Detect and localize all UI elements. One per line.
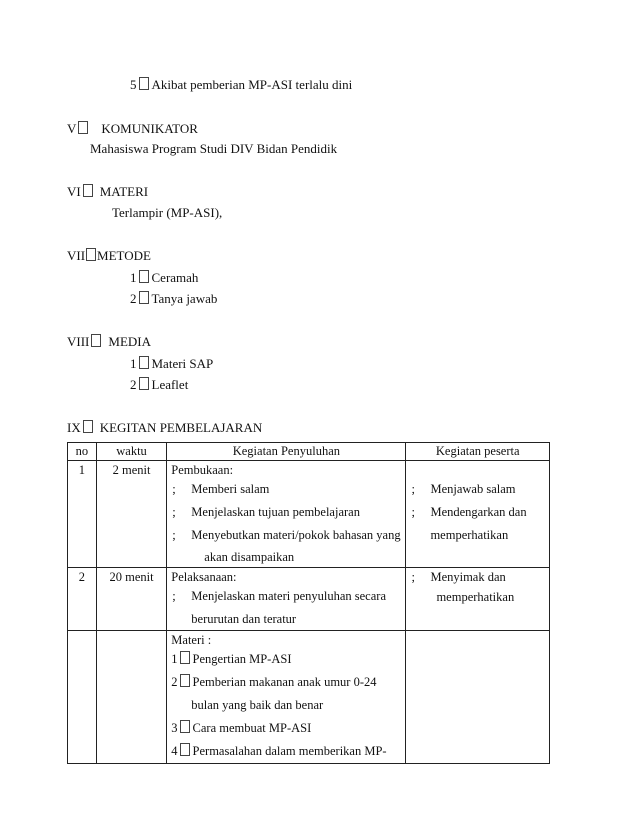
list-item — [167, 585, 405, 608]
column-header-waktu: waktu — [96, 443, 166, 461]
missing-glyph-icon — [180, 720, 190, 733]
section-title: METODE — [97, 248, 151, 263]
phase-title: Materi : — [171, 633, 212, 647]
item-text: Materi SAP — [151, 356, 214, 371]
table-row — [68, 631, 550, 764]
section-number: VI — [67, 184, 81, 199]
bullet-mark: ; — [172, 505, 176, 519]
item-text: Pengertian MP-ASI — [192, 652, 292, 666]
item-number: 2 — [171, 675, 178, 689]
cell-no — [68, 631, 97, 764]
item-number: 1 — [171, 652, 178, 666]
list-item — [167, 501, 405, 524]
table-header-row — [68, 443, 550, 461]
list-item — [130, 77, 352, 93]
item-number: 4 — [171, 744, 178, 758]
missing-glyph-icon — [83, 184, 93, 197]
cell-kegiatan-peserta — [406, 631, 550, 764]
cell-kegiatan-peserta — [406, 568, 550, 631]
section-heading — [67, 121, 198, 137]
missing-glyph-icon — [91, 334, 101, 347]
section-heading — [67, 248, 151, 264]
missing-glyph-icon — [139, 77, 149, 90]
section-title: MATERI — [99, 184, 149, 199]
phase-title: Pembukaan: — [171, 463, 234, 477]
missing-glyph-icon — [139, 356, 149, 369]
cell-waktu — [96, 631, 166, 764]
list-item — [167, 717, 405, 740]
item-text: Menyebutkan materi/pokok bahasan yang — [191, 528, 401, 542]
list-item — [406, 568, 549, 586]
section-title: MEDIA — [108, 334, 151, 349]
missing-glyph-icon — [83, 420, 93, 433]
list-item — [167, 648, 405, 671]
section-heading — [67, 184, 148, 200]
section-number: VII — [67, 248, 86, 263]
item-text: Tanya jawab — [151, 291, 218, 306]
item-continuation: memperhatikan — [430, 528, 509, 542]
section-number: V — [67, 121, 77, 136]
list-item — [406, 478, 549, 501]
missing-glyph-icon — [78, 121, 88, 134]
column-header-kegiatan-penyuluhan: Kegiatan Penyuluhan — [167, 443, 406, 461]
missing-glyph-icon — [180, 651, 190, 664]
missing-glyph-icon — [139, 291, 149, 304]
bullet-mark: ; — [411, 570, 415, 584]
cell-waktu: 20 menit — [96, 568, 166, 631]
phase-title: Pelaksanaan: — [171, 570, 237, 584]
cell-kegiatan-penyuluhan — [167, 568, 406, 631]
item-continuation: memperhatikan — [436, 590, 515, 604]
section-number: VIII — [67, 334, 90, 349]
list-item — [130, 377, 188, 393]
bullet-mark: ; — [411, 505, 415, 519]
section-body: Mahasiswa Program Studi DIV Bidan Pendidik — [90, 141, 338, 156]
list-item — [167, 740, 405, 763]
cell-kegiatan-penyuluhan — [167, 631, 406, 764]
item-number: 3 — [171, 721, 178, 735]
section-heading — [67, 420, 262, 436]
item-text: Leaflet — [151, 377, 189, 392]
item-text: Menjelaskan tujuan pembelajaran — [191, 505, 360, 519]
activity-table — [67, 442, 550, 764]
section-body: Terlampir (MP-ASI), — [112, 205, 223, 220]
table-row — [68, 461, 550, 568]
spacer — [406, 461, 549, 478]
item-number: 2 — [130, 291, 137, 306]
item-number: 1 — [130, 270, 137, 285]
column-header-kegiatan-peserta: Kegiatan peserta — [406, 443, 550, 461]
column-header-no: no — [68, 443, 97, 461]
list-item — [130, 270, 198, 286]
list-item — [167, 524, 405, 547]
item-text: Ceramah — [151, 270, 199, 285]
missing-glyph-icon — [86, 248, 96, 261]
cell-kegiatan-penyuluhan — [167, 461, 406, 568]
bullet-mark: ; — [172, 528, 176, 542]
item-text: Permasalahan dalam memberikan MP- — [192, 744, 387, 758]
missing-glyph-icon — [180, 674, 190, 687]
bullet-mark: ; — [172, 589, 176, 603]
missing-glyph-icon — [139, 270, 149, 283]
section-number: IX — [67, 420, 81, 435]
item-text: Menjawab salam — [430, 482, 516, 496]
item-text: Mendengarkan dan — [430, 505, 527, 519]
missing-glyph-icon — [180, 743, 190, 756]
cell-kegiatan-peserta — [406, 461, 550, 568]
cell-no: 2 — [68, 568, 97, 631]
missing-glyph-icon — [139, 377, 149, 390]
item-text: Memberi salam — [191, 482, 270, 496]
item-text: Akibat pemberian MP-ASI terlalu dini — [151, 77, 353, 92]
item-number: 1 — [130, 356, 137, 371]
item-number: 2 — [130, 377, 137, 392]
list-item — [167, 478, 405, 501]
item-text: Cara membuat MP-ASI — [192, 721, 312, 735]
bullet-mark: ; — [411, 482, 415, 496]
table-row — [68, 568, 550, 631]
section-title: KOMUNIKATOR — [101, 121, 198, 136]
cell-no: 1 — [68, 461, 97, 568]
item-number: 5 — [130, 77, 137, 92]
item-continuation: bulan yang baik dan benar — [191, 698, 324, 712]
item-continuation: berurutan dan teratur — [191, 612, 297, 626]
item-continuation: akan disampaikan — [204, 550, 295, 564]
cell-waktu: 2 menit — [96, 461, 166, 568]
bullet-mark: ; — [172, 482, 176, 496]
item-text: Menyimak dan — [430, 570, 506, 584]
item-text: Pemberian makanan anak umur 0-24 — [192, 675, 377, 689]
list-item — [167, 671, 405, 694]
list-item — [130, 291, 217, 307]
list-item — [406, 501, 549, 524]
section-heading — [67, 334, 151, 350]
item-text: Menjelaskan materi penyuluhan secara — [191, 589, 386, 603]
section-title: KEGITAN PEMBELAJARAN — [99, 420, 263, 435]
list-item — [130, 356, 213, 372]
